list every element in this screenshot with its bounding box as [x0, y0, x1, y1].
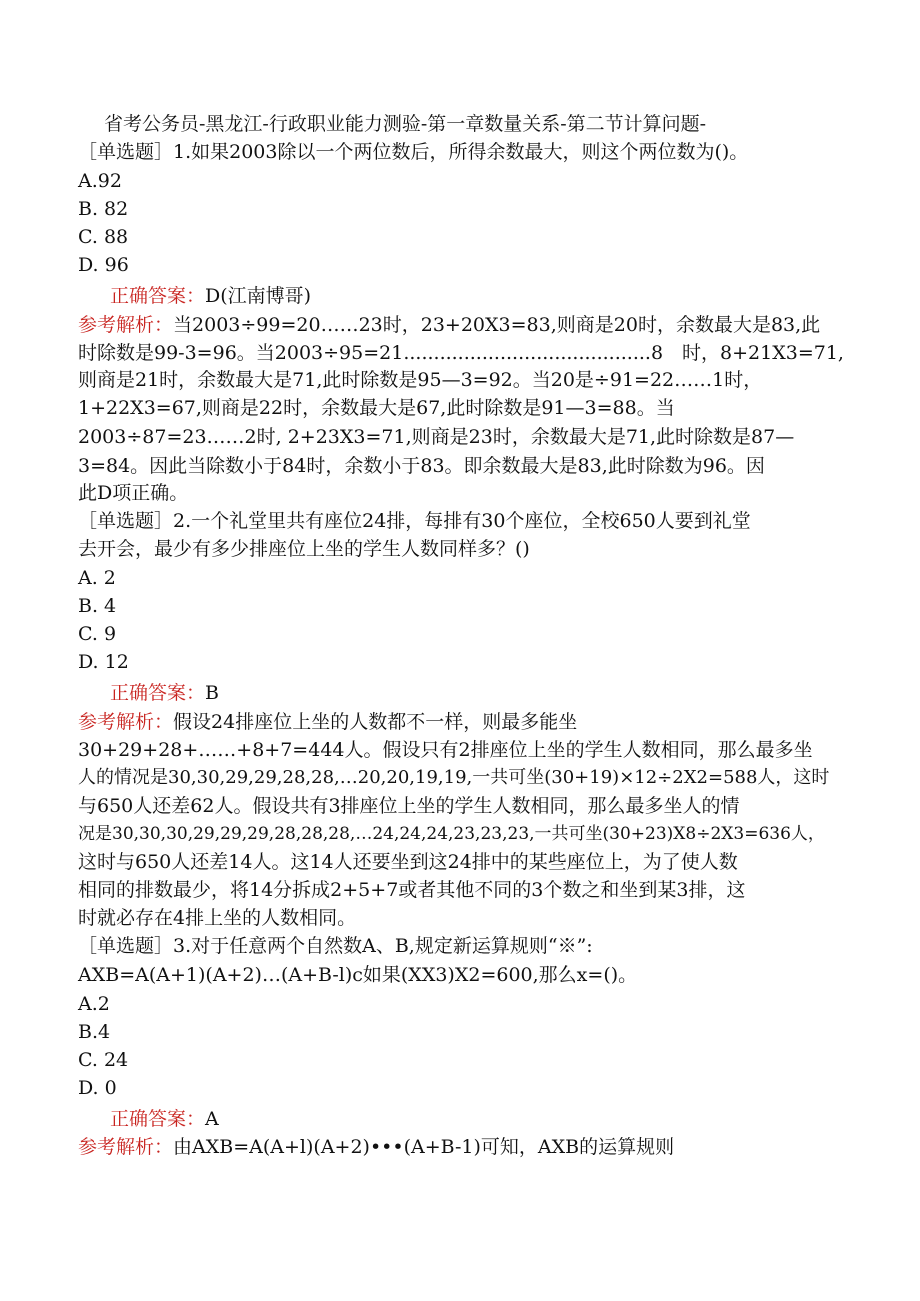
q1-analysis-line — [78, 311, 820, 339]
q2-analysis-line: 30+29+28+……+8+7=444人。假设只有2排座位上坐的学生人数相同，那么最多坐 — [78, 739, 813, 761]
q2-option-b: B. 4 — [78, 595, 117, 617]
q2-option-c: C. 9 — [78, 623, 117, 645]
q3-option-b: B.4 — [78, 1021, 111, 1043]
q3-option-a: A.2 — [78, 993, 110, 1015]
q1-option-c: C. 88 — [78, 226, 129, 248]
q2-analysis-line: 与650人还差62人。假设共有3排座位上坐的学生人数相同，那么最多坐人的情 — [78, 795, 740, 817]
q1-answer — [110, 282, 311, 310]
q3-answer-value: A — [205, 1108, 219, 1130]
q1-option-a: A.92 — [78, 170, 122, 192]
q2-option-d: D. 12 — [78, 651, 129, 673]
q2-analysis-line: 时就必存在4排上坐的人数相同。 — [78, 907, 357, 929]
q2-answer-value: B — [205, 682, 219, 704]
q3-stem: AXB=A(A+1)(A+2)…(A+B-l)c如果(XX3)X2=600,那么x=()。 — [78, 964, 638, 986]
q2-stem: ［单选题］2.一个礼堂里共有座位24排，每排有30个座位，全校650人要到礼堂 — [78, 510, 751, 532]
q2-analysis-line: 相同的排数最少，将14分拆成2+5+7或者其他不同的3个数之和坐到某3排，这 — [78, 879, 746, 901]
q2-answer-label: 正确答案： — [110, 682, 206, 704]
q2-analysis-line — [78, 708, 577, 736]
q1-analysis-line: 此D项正确。 — [78, 482, 189, 504]
q1-stem: ［单选题］1.如果2003除以一个两位数后，所得余数最大，则这个两位数为()。 — [78, 141, 749, 163]
q2-option-a: A. 2 — [78, 567, 116, 589]
q3-option-d: D. 0 — [78, 1077, 117, 1099]
q2-stem: 去开会，最少有多少排座位上坐的学生人数同样多？() — [78, 538, 530, 560]
q3-answer-label: 正确答案： — [110, 1108, 206, 1130]
q1-analysis-line: 则商是21时，余数最大是71,此时除数是95—3=92。当20是÷91=22……1时， — [78, 369, 763, 391]
q1-option-d: D. 96 — [78, 254, 129, 276]
q1-analysis-label: 参考解析： — [78, 314, 174, 336]
q1-option-b: B. 82 — [78, 198, 129, 220]
q1-answer-value: D(江南博哥) — [205, 285, 312, 307]
q1-answer-label: 正确答案： — [110, 285, 206, 307]
q2-analysis-line: 这时与650人还差14人。这14人还要坐到这24排中的某些座位上，为了使人数 — [78, 851, 738, 873]
q2-analysis-line: 况是30,30,30,29,29,29,28,28,28,…24,24,24,23,23,23,一共可坐(30+23)X8÷2X3=636人， — [78, 824, 825, 844]
q3-option-c: C. 24 — [78, 1049, 129, 1071]
q1-analysis-line: 1+22X3=67,则商是22时，余数最大是67,此时除数是91—3=88。当 — [78, 397, 675, 419]
q2-analysis-line: 人的情况是30,30,29,29,28,28,…20,20,19,19,一共可坐(30+19)×12÷2X2=588人，这时 — [78, 767, 830, 788]
q3-analysis-text: 由AXB=A(A+l)(A+2)•••(A+B-1)可知，AXB的运算规则 — [173, 1136, 675, 1158]
q1-analysis-line: 时除数是99-3=96。当2003÷95=21.........................................8 时，8+21X3=71, — [78, 342, 844, 364]
q3-stem: ［单选题］3.对于任意两个自然数A、B,规定新运算规则“※”: — [78, 935, 593, 957]
q1-analysis-line: 2003÷87=23……2时, 2+23X3=71,则商是23时，余数最大是71,此时除数是87— — [78, 426, 795, 448]
q2-analysis-text: 假设24排座位上坐的人数都不一样，则最多能坐 — [173, 711, 578, 733]
page-title: 省考公务员-黑龙江-行政职业能力测验-第一章数量关系-第二节计算问题- — [104, 113, 707, 135]
q1-analysis-line: 3=84。因此当除数小于84时，余数小于83。即余数最大是83,此时除数为96。因 — [78, 455, 765, 477]
q3-analysis-label: 参考解析： — [78, 1136, 174, 1158]
q2-answer — [110, 679, 219, 707]
q1-analysis-text: 当2003÷99=20……23时，23+20X3=83,则商是20时，余数最大是83,此 — [173, 314, 821, 336]
q3-answer — [110, 1105, 219, 1133]
q2-analysis-label: 参考解析： — [78, 711, 174, 733]
q3-analysis-line — [78, 1133, 674, 1161]
